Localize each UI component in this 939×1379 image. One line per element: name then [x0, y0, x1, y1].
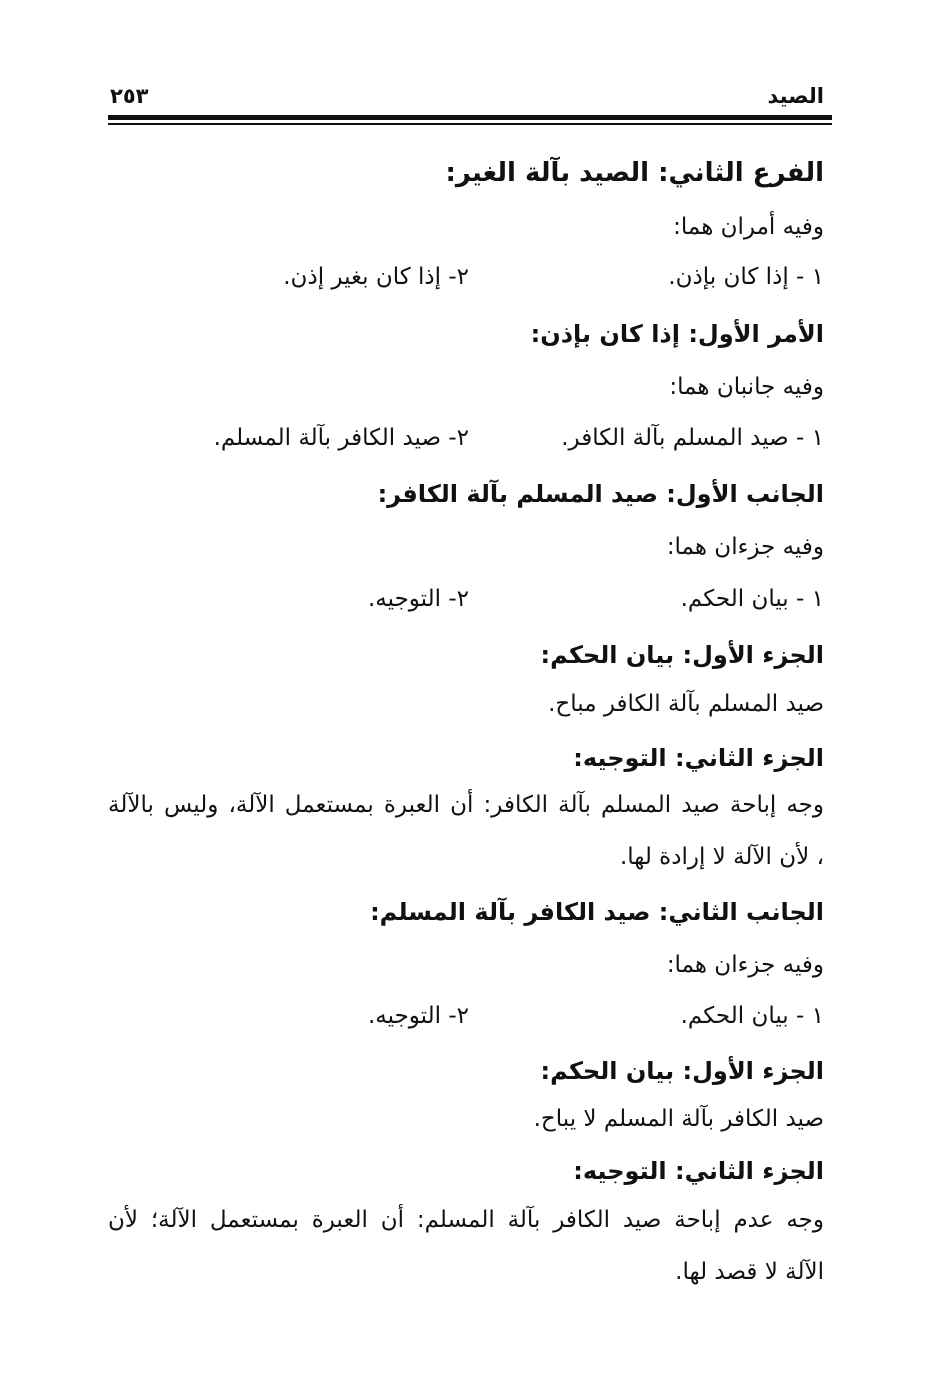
- header-rule-thick: [108, 115, 832, 120]
- side-item-1: ١ - صيد المسلم بآلة الكافر.: [561, 425, 824, 451]
- reasoning-b-line-1: وجه عدم إباحة صيد الكافر بآلة المسلم: أن العبرة بمستعمل الآلة؛ لأن: [108, 1207, 824, 1233]
- intro-two-parts-b: وفيه جزءان هما:: [666, 952, 824, 978]
- part-item-2-a: ٢- التوجيه.: [368, 586, 469, 612]
- heading-branch-2: الفرع الثاني: الصيد بآلة الغير:: [445, 158, 824, 188]
- reasoning-b-line-2: الآلة لا قصد لها.: [675, 1259, 824, 1285]
- heading-part-1-a: الجزء الأول: بيان الحكم:: [540, 641, 824, 669]
- ruling-a: صيد المسلم بآلة الكافر مباح.: [548, 691, 824, 717]
- heading-part-2-a: الجزء الثاني: التوجيه:: [573, 744, 824, 772]
- heading-matter-1: الأمر الأول: إذا كان بإذن:: [530, 320, 824, 348]
- part-item-2-b: ٢- التوجيه.: [368, 1003, 469, 1029]
- reasoning-a-line-1: وجه إباحة صيد المسلم بآلة الكافر: أن العبرة بمستعمل الآلة، وليس بالآلة: [108, 792, 824, 818]
- page-number: ٢٥٣: [110, 84, 149, 108]
- ruling-b: صيد الكافر بآلة المسلم لا يباح.: [533, 1106, 824, 1132]
- chapter-title: الصيد: [767, 84, 824, 108]
- matter-item-1: ١ - إذا كان بإذن.: [668, 264, 824, 290]
- heading-side-1: الجانب الأول: صيد المسلم بآلة الكافر:: [377, 480, 824, 508]
- reasoning-a-line-2: ، لأن الآلة لا إرادة لها.: [619, 844, 824, 870]
- intro-two-sides: وفيه جانبان هما:: [669, 374, 824, 400]
- heading-side-2: الجانب الثاني: صيد الكافر بآلة المسلم:: [370, 898, 824, 926]
- side-item-2: ٢- صيد الكافر بآلة المسلم.: [213, 425, 469, 451]
- intro-two-matters: وفيه أمران هما:: [673, 214, 824, 240]
- intro-two-parts-a: وفيه جزءان هما:: [666, 534, 824, 560]
- heading-part-1-b: الجزء الأول: بيان الحكم:: [540, 1057, 824, 1085]
- matter-item-2: ٢- إذا كان بغير إذن.: [283, 264, 469, 290]
- header-rule-thin: [108, 123, 832, 125]
- heading-part-2-b: الجزء الثاني: التوجيه:: [573, 1157, 824, 1185]
- running-header: [108, 84, 832, 114]
- part-item-1-a: ١ - بيان الحكم.: [680, 586, 824, 612]
- part-item-1-b: ١ - بيان الحكم.: [680, 1003, 824, 1029]
